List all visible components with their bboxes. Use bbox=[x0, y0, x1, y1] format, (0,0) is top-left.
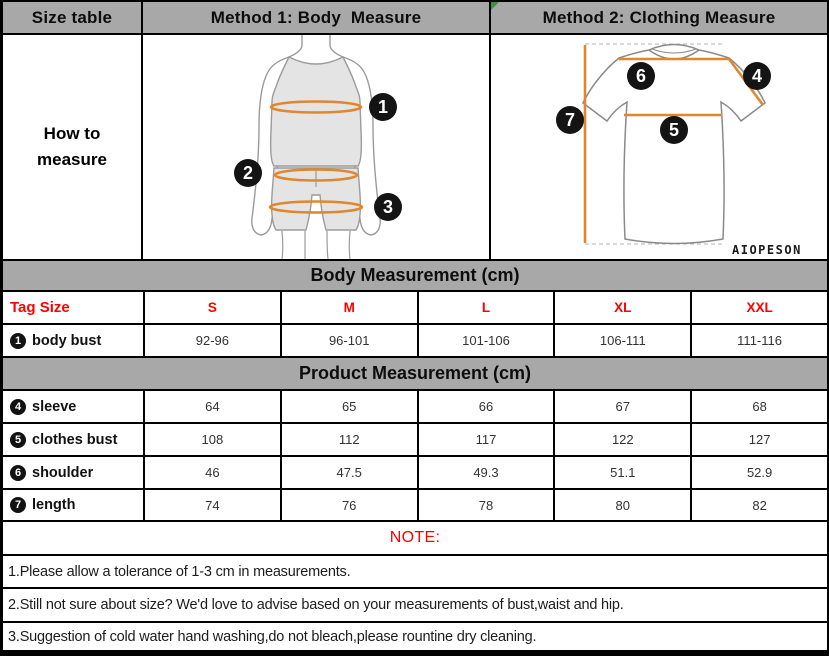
value-cell: 74 bbox=[145, 490, 280, 520]
note-row-1 bbox=[3, 556, 827, 587]
clothing-measure-illustration bbox=[491, 35, 827, 259]
value-cell: 106-111 bbox=[555, 325, 690, 356]
tag-size-label: Tag Size bbox=[3, 292, 143, 323]
value-cell: 66 bbox=[419, 391, 554, 422]
marker-5-badge-icon: 5 bbox=[10, 432, 26, 448]
value-cell: 127 bbox=[692, 424, 827, 455]
marker-1-badge-icon: 1 bbox=[10, 333, 26, 349]
table-row-length bbox=[3, 490, 827, 520]
note-item-1: 1.Please allow a tolerance of 1-3 cm in measurements. bbox=[3, 556, 827, 587]
size-col-s: S bbox=[145, 292, 280, 323]
marker-4-badge-icon: 4 bbox=[10, 399, 26, 415]
value-cell: 64 bbox=[145, 391, 280, 422]
svg-text:6: 6 bbox=[635, 66, 647, 86]
value-cell: 67 bbox=[555, 391, 690, 422]
note-title: NOTE: bbox=[3, 522, 827, 554]
product-measurement-title: Product Measurement (cm) bbox=[3, 358, 827, 389]
svg-text:3: 3 bbox=[382, 197, 394, 217]
row-label-body-bust bbox=[3, 325, 143, 356]
body-measurement-title: Body Measurement (cm) bbox=[3, 261, 827, 290]
header-method2-label: Method 2: Clothing Measure bbox=[542, 7, 776, 27]
header-method1: Method 1: Body Measure bbox=[143, 2, 489, 33]
row-label-shoulder bbox=[3, 457, 143, 488]
product-measurement-band-row bbox=[3, 358, 827, 389]
row-label-length bbox=[3, 490, 143, 520]
brand-label: AIOPESON bbox=[732, 243, 802, 257]
header-row bbox=[3, 2, 827, 33]
table-row-shoulder bbox=[3, 457, 827, 488]
table-row-clothes-bust bbox=[3, 424, 827, 455]
value-cell: 49.3 bbox=[419, 457, 554, 488]
value-cell: 68 bbox=[692, 391, 827, 422]
value-cell: 52.9 bbox=[692, 457, 827, 488]
svg-text:4: 4 bbox=[751, 66, 763, 86]
marker-5-icon bbox=[660, 116, 688, 144]
marker-6-badge-icon: 6 bbox=[10, 465, 26, 481]
marker-6-icon bbox=[627, 62, 655, 90]
value-cell: 92-96 bbox=[145, 325, 280, 356]
how-to-measure-cell bbox=[3, 35, 141, 259]
header-size-table: Size table bbox=[3, 2, 141, 33]
clothing-measure-cell bbox=[491, 35, 827, 259]
value-cell: 101-106 bbox=[419, 325, 554, 356]
svg-text:2: 2 bbox=[242, 163, 254, 183]
row-label-text: length bbox=[32, 497, 76, 513]
marker-1-icon bbox=[369, 93, 397, 121]
value-cell: 78 bbox=[419, 490, 554, 520]
marker-7-icon bbox=[556, 106, 584, 134]
value-cell: 47.5 bbox=[282, 457, 417, 488]
marker-4-icon bbox=[743, 62, 771, 90]
value-cell: 76 bbox=[282, 490, 417, 520]
marker-7-badge-icon: 7 bbox=[10, 497, 26, 513]
value-cell: 51.1 bbox=[555, 457, 690, 488]
row-label-text: shoulder bbox=[32, 464, 94, 481]
row-label-text: sleeve bbox=[32, 398, 77, 415]
row-label-clothes-bust bbox=[3, 424, 143, 455]
note-row-2 bbox=[3, 589, 827, 621]
how-to-measure-label: How to measure bbox=[37, 123, 107, 169]
size-col-xxl: XXL bbox=[692, 292, 827, 323]
corner-flag-icon bbox=[491, 2, 499, 10]
size-col-xl: XL bbox=[555, 292, 690, 323]
illustration-row bbox=[3, 35, 827, 259]
marker-2-icon bbox=[234, 159, 262, 187]
value-cell: 96-101 bbox=[282, 325, 417, 356]
body-measurement-band-row bbox=[3, 261, 827, 290]
size-col-l: L bbox=[419, 292, 554, 323]
svg-text:5: 5 bbox=[668, 120, 680, 140]
value-cell: 117 bbox=[419, 424, 554, 455]
note-item-3: 3.Suggestion of cold water hand washing,do not bleach,please rountine dry cleaning. bbox=[3, 623, 827, 650]
tag-size-row bbox=[3, 292, 827, 323]
note-row-3 bbox=[3, 623, 827, 650]
value-cell: 80 bbox=[555, 490, 690, 520]
header-method2 bbox=[491, 2, 827, 33]
row-label-text: clothes bust bbox=[32, 431, 118, 448]
body-measure-illustration bbox=[143, 35, 489, 259]
marker-3-icon bbox=[374, 193, 402, 221]
size-col-m: M bbox=[282, 292, 417, 323]
value-cell: 108 bbox=[145, 424, 280, 455]
row-label-text: body bust bbox=[32, 332, 102, 349]
value-cell: 65 bbox=[282, 391, 417, 422]
svg-text:1: 1 bbox=[377, 97, 389, 117]
row-label-sleeve bbox=[3, 391, 143, 422]
body-measure-cell bbox=[143, 35, 489, 259]
value-cell: 82 bbox=[692, 490, 827, 520]
note-title-row bbox=[3, 522, 827, 554]
value-cell: 46 bbox=[145, 457, 280, 488]
value-cell: 112 bbox=[282, 424, 417, 455]
svg-text:7: 7 bbox=[564, 110, 576, 130]
value-cell: 111-116 bbox=[692, 325, 827, 356]
value-cell: 122 bbox=[555, 424, 690, 455]
table-row-sleeve bbox=[3, 391, 827, 422]
note-item-2: 2.Still not sure about size? We'd love to advise based on your measurements of bust,waist and hip. bbox=[3, 589, 827, 621]
table-row-body-bust bbox=[3, 325, 827, 356]
